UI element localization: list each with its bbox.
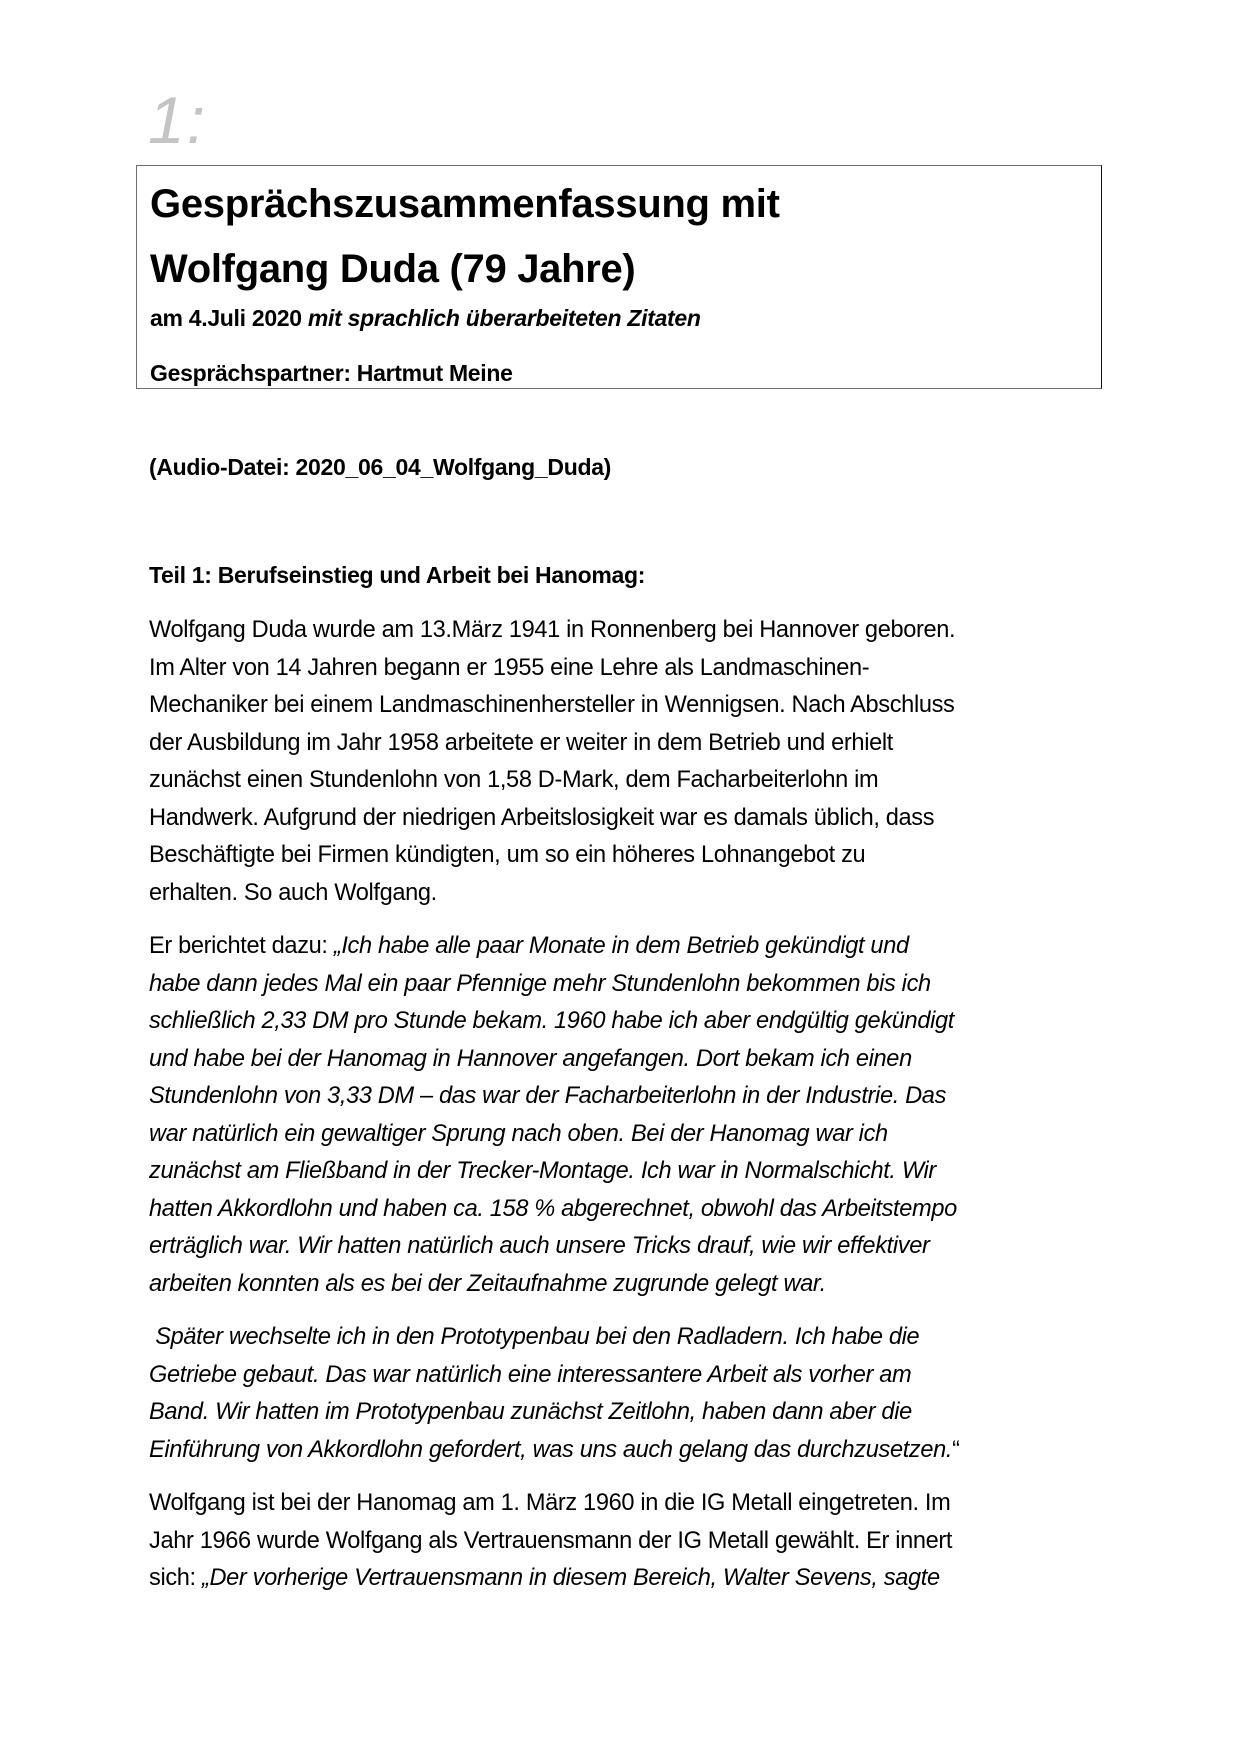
quote-line <box>149 1432 1094 1470</box>
text-line: Mechaniker bei einem Landmaschinenhersteller in Wennigsen. Nach Abschluss <box>149 692 955 718</box>
text-line: Im Alter von 14 Jahren begann er 1955 eine Lehre als Landmaschinen- <box>149 654 870 681</box>
page-number: 1: <box>148 83 208 157</box>
quote-intro: sich: <box>149 1565 202 1591</box>
quote-intro: Er berichtet dazu: <box>149 933 334 959</box>
body-text <box>149 612 1094 1614</box>
quote-line: erträglich war. Wir hatten natürlich auch unsere Tricks drauf, wie wir effektiver <box>149 1233 930 1259</box>
quote-line: habe dann jedes Mal ein paar Pfennige mehr Stundenlohn bekommen bis ich <box>149 970 931 997</box>
date-text: am 4.Juli 2020 <box>150 305 308 331</box>
closing-quote-mark: “ <box>952 1436 960 1463</box>
quote-line: hatten Akkordlohn und haben ca. 158 % abgerechnet, obwohl das Arbeitstempo <box>149 1195 957 1222</box>
section-heading: Teil 1: Berufseinstieg und Arbeit bei Hanomag: <box>149 562 646 588</box>
paragraph-biography <box>149 612 1094 912</box>
document-title-line-2: Wolfgang Duda (79 Jahre) <box>150 247 636 291</box>
audio-file-reference: (Audio-Datei: 2020_06_04_Wolfgang_Duda) <box>149 454 612 480</box>
quote-line: Getriebe gebaut. Das war natürlich eine interessantere Arbeit als vorher am <box>149 1361 912 1388</box>
quote-line: und habe bei der Hanomag in Hannover angefangen. Dort bekam ich einen <box>149 1045 912 1072</box>
document-title-line-1: Gesprächszusammenfassung mit <box>150 182 780 226</box>
quote-line: war natürlich ein gewaltiger Sprung nach oben. Bei der Hanomag war ich <box>149 1120 888 1147</box>
quote-text: „Der vorherige Vertrauensmann in diesem Bereich, Walter Sevens, sagte <box>201 1565 940 1591</box>
text-line: Handwerk. Aufgrund der niedrigen Arbeitslosigkeit war es damals üblich, dass <box>149 804 935 831</box>
paragraph-ig-metall <box>149 1485 1094 1598</box>
text-line: Wolfgang Duda wurde am 13.März 1941 in Ronnenberg bei Hannover geboren. <box>149 617 956 643</box>
quote-line: arbeiten konnten als es bei der Zeitaufnahme zugrunde gelegt war. <box>149 1270 826 1297</box>
text-line <box>149 928 1094 966</box>
title-box <box>136 165 1102 389</box>
quote-line: schließlich 2,33 DM pro Stunde bekam. 1960 habe ich aber endgültig gekündigt <box>149 1008 954 1034</box>
quote-line: Stundenlohn von 3,33 DM – das war der Facharbeiterlohn in der Industrie. Das <box>149 1083 947 1109</box>
date-note: mit sprachlich überarbeiteten Zitaten <box>307 305 701 331</box>
quote-line: Später wechselte ich in den Prototypenbau bei den Radladern. Ich habe die <box>149 1324 920 1350</box>
quote-text: „Ich habe alle paar Monate in dem Betrieb gekündigt und <box>333 933 909 959</box>
paragraph-quote-prototype <box>149 1319 1094 1469</box>
text-line <box>149 1560 1094 1598</box>
text-line: Jahr 1966 wurde Wolfgang als Vertrauensmann der IG Metall gewählt. Er innert <box>149 1527 953 1554</box>
text-line: erhalten. So auch Wolfgang. <box>149 879 437 906</box>
text-line: der Ausbildung im Jahr 1958 arbeitete er weiter in dem Betrieb und erhielt <box>149 729 893 756</box>
quote-line: Band. Wir hatten im Prototypenbau zunächst Zeitlohn, haben dann aber die <box>149 1399 912 1425</box>
quote-line: zunächst am Fließband in der Trecker-Montage. Ich war in Normalschicht. Wir <box>149 1158 936 1184</box>
text-line: Beschäftigte bei Firmen kündigten, um so ein höheres Lohnangebot zu <box>149 842 866 868</box>
interview-partner: Gesprächspartner: Hartmut Meine <box>150 360 513 386</box>
quote-text: Einführung von Akkordlohn gefordert, was uns auch gelang das durchzusetzen. <box>149 1436 953 1463</box>
paragraph-quote-wages <box>149 928 1094 1303</box>
text-line: Wolfgang ist bei der Hanomag am 1. März 1960 in die IG Metall eingetreten. Im <box>149 1490 951 1516</box>
text-line: zunächst einen Stundenlohn von 1,58 D-Mark, dem Facharbeiterlohn im <box>149 767 879 793</box>
date-subtitle <box>150 303 701 333</box>
